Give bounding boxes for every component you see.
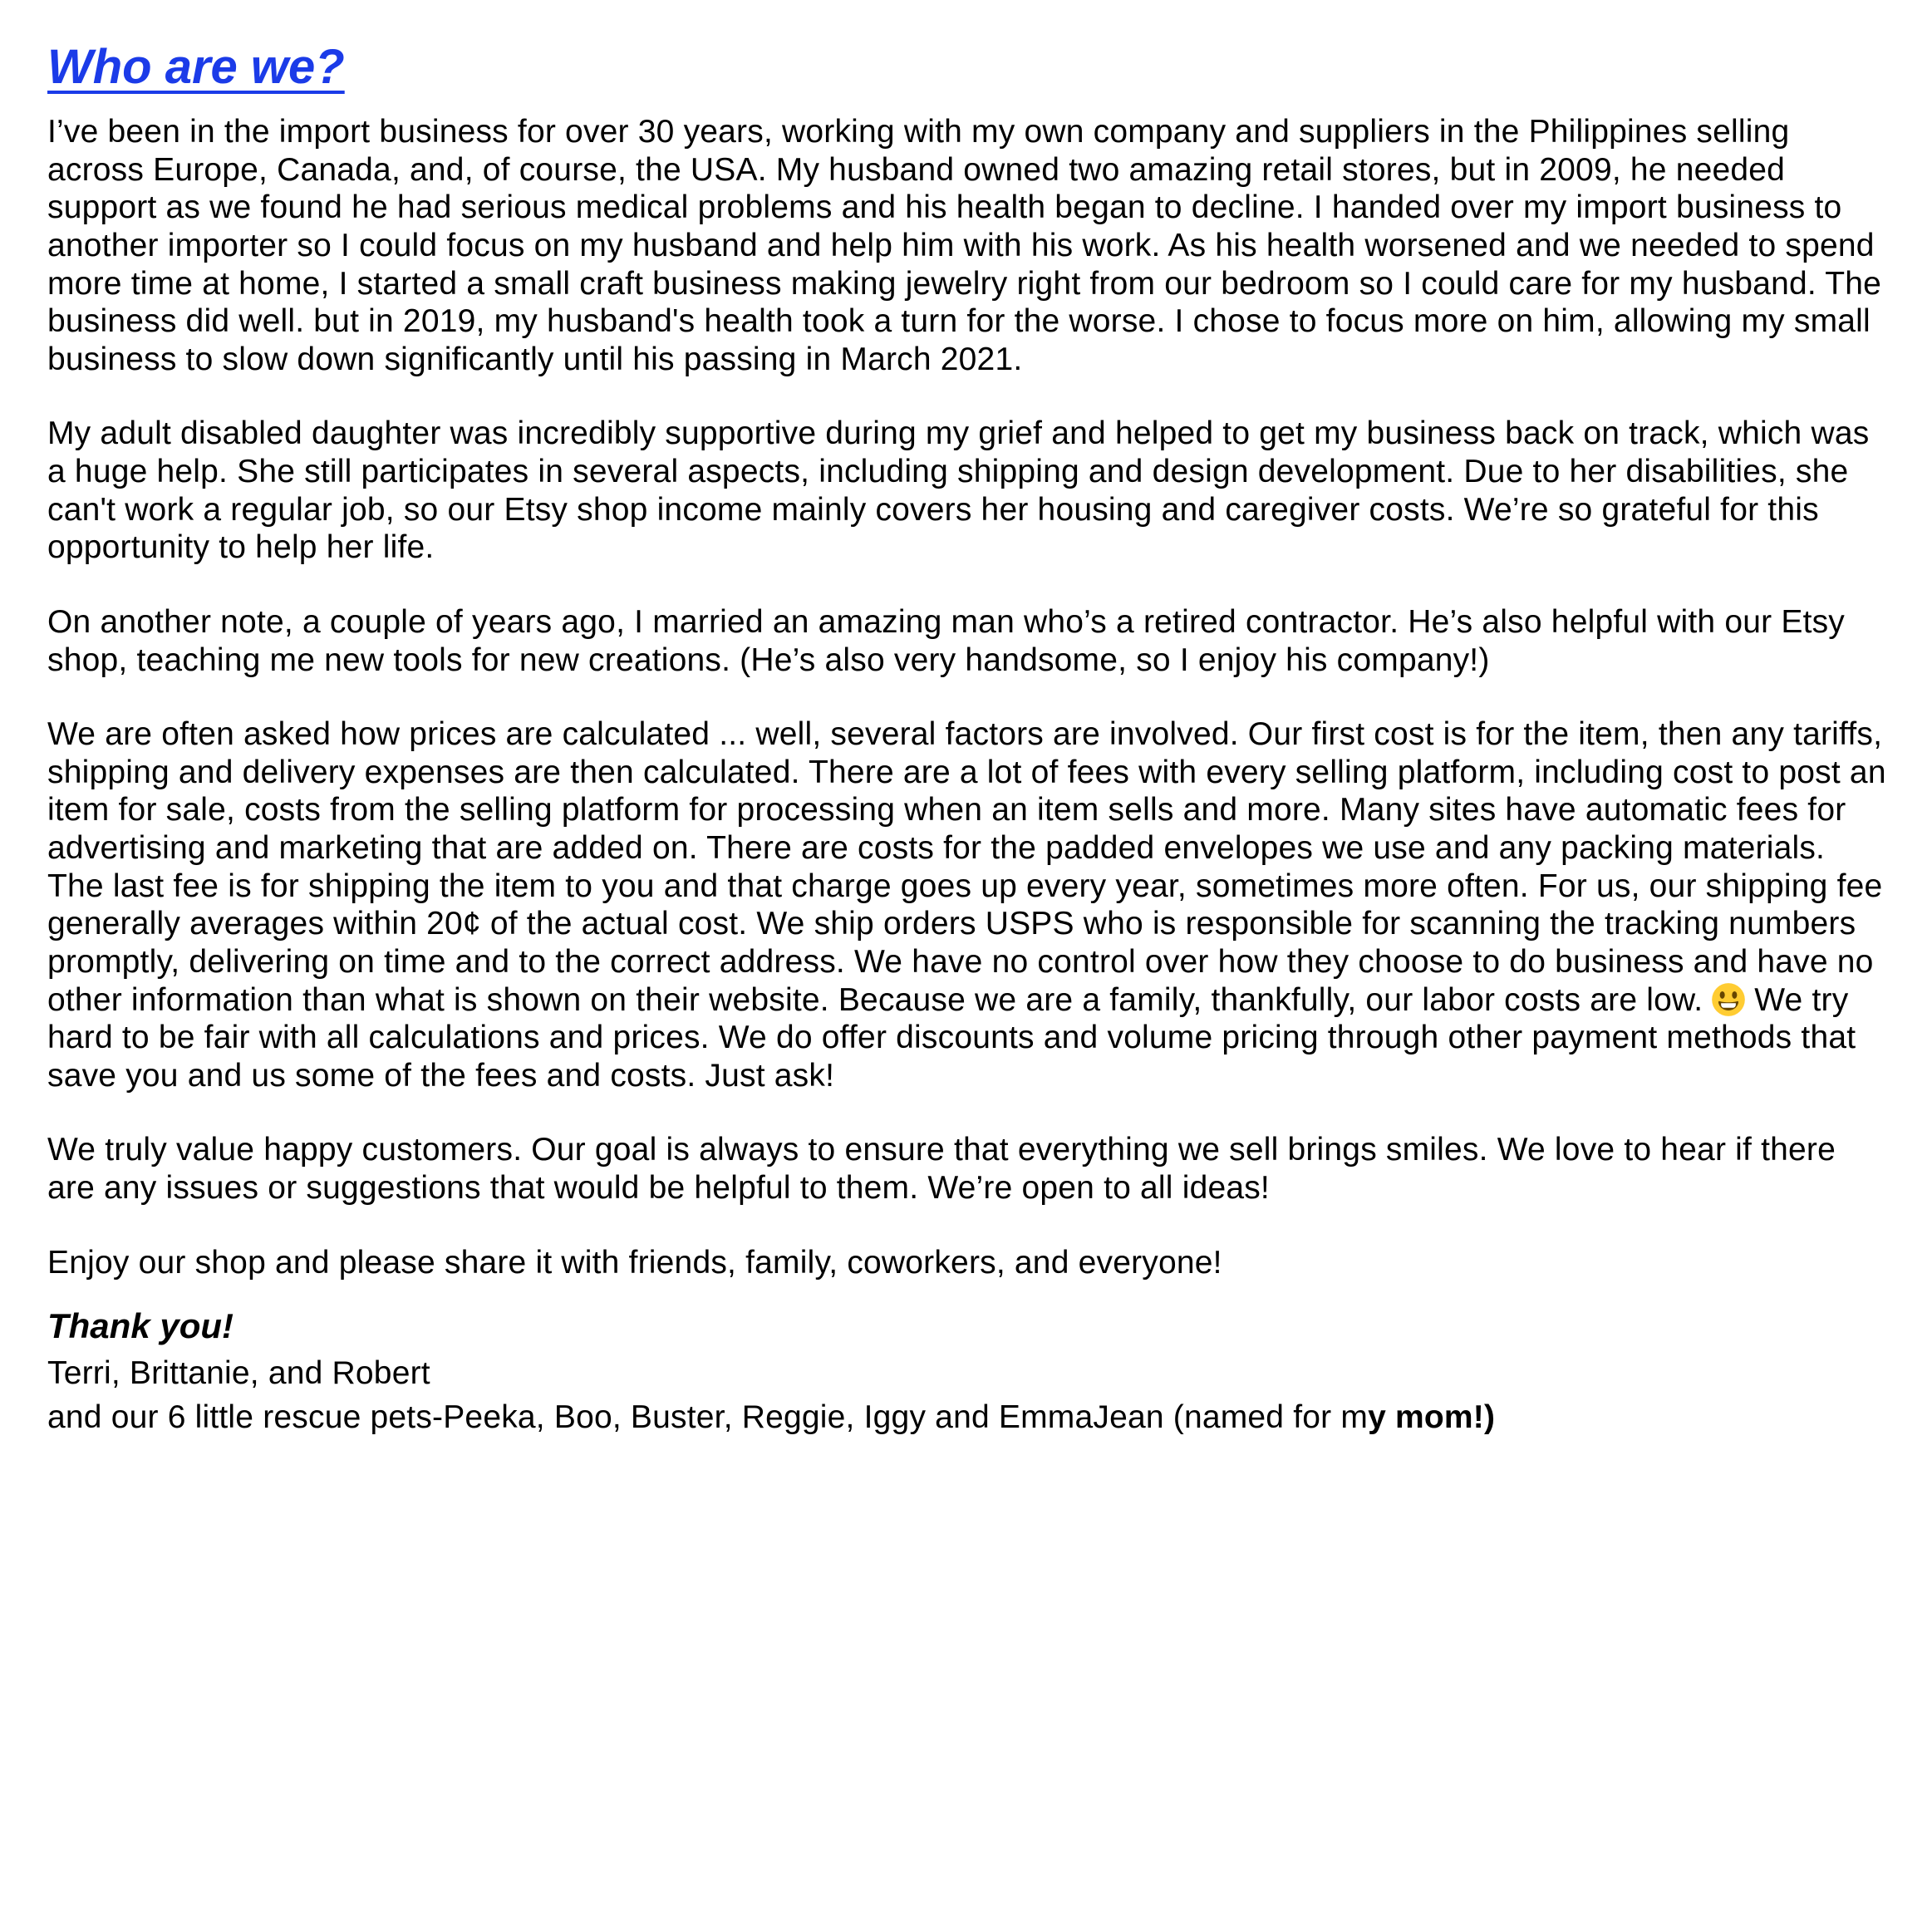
grinning-face-emoji [1711, 982, 1746, 1017]
paragraph-business-history: I’ve been in the import business for over 30 years, working with my own company and suppliers in the Philippines selling across Europe, Canada, and, of course, the USA. My husband owned two amazing retail stores, but in 2009, he needed support as we found he had serious medical problems and his health began to decline. I handed over my import business to another importer so I could focus on my husband and help him with his work. As his health worsened and we needed to spend more time at home, I started a small craft business making jewelry right from our bedroom so I could care for my husband. The business did well. but in 2019, my husband's health took a turn for the worse. I chose to focus more on him, allowing my small business to slow down significantly until his passing in March 2021. [47, 114, 1882, 377]
pets-text: and our 6 little rescue pets-Peeka, Boo, Buster, Reggie, Iggy and EmmaJean (named for m [47, 1399, 1369, 1436]
signature-pets-line [47, 1399, 1886, 1438]
page-header [47, 40, 1886, 113]
page-title: Who are we? [47, 40, 345, 94]
paragraph-remarriage: On another note, a couple of years ago, I married an amazing man who’s a retired contractor. He’s also helpful with our Etsy shop, teaching me new tools for new creations. (He’s also very handsome, so I enjoy his company!) [47, 603, 1846, 678]
paragraph-pricing [47, 715, 1886, 1094]
paragraph-daughter: My adult disabled daughter was incredibly supportive during my grief and helped to get my business back on track, which was a huge help. She still participates in several aspects, including shipping and design development. Due to her disabilities, she can't work a regular job, so our Etsy shop income mainly covers her housing and caregiver costs. We’re so grateful for this opportunity to help her life. [47, 415, 1870, 566]
signature-names: Terri, Brittanie, and Robert [47, 1355, 430, 1392]
pricing-text-before-emoji: We are often asked how prices are calculated ... well, several factors are involved. Our first cost is for the item, then any tariffs, shipping and delivery expenses are then calculated. There are a lot of fees with every selling platform, including cost to post an item for sale, costs from the selling platform for processing when an item sells and more. Many sites have automatic fees for advertising and marketing that are added on. There are costs for the padded envelopes we use and any packing materials. The last fee is for shipping the item to you and that charge goes up every year, sometimes more often. For us, our shipping fee generally averages within 20¢ of the actual cost. We ship orders USPS who is responsible for scanning the tracking numbers promptly, delivering on time and to the correct address. We have no control over how they choose to do business and have no other information than what is shown on their website. Because we are a family, thankfully, our labor costs are low. [47, 716, 1886, 1018]
pricing-text-after-emoji: We try hard to be fair with all calculations and prices. We do offer discounts and volume pricing through other payment methods that save you and us some of the fees and costs. Just ask! [47, 981, 1856, 1094]
pets-text-bold: y mom!) [1368, 1399, 1496, 1436]
thank-you-line: Thank you! [47, 1306, 234, 1346]
paragraph-happy-customers: We truly value happy customers. Our goal is always to ensure that everything we sell brings smiles. We love to hear if there are any issues or suggestions that would be helpful to them. We’re open to all ideas! [47, 1132, 1836, 1206]
paragraph-enjoy-shop: Enjoy our shop and please share it with friends, family, coworkers, and everyone! [47, 1244, 1222, 1281]
